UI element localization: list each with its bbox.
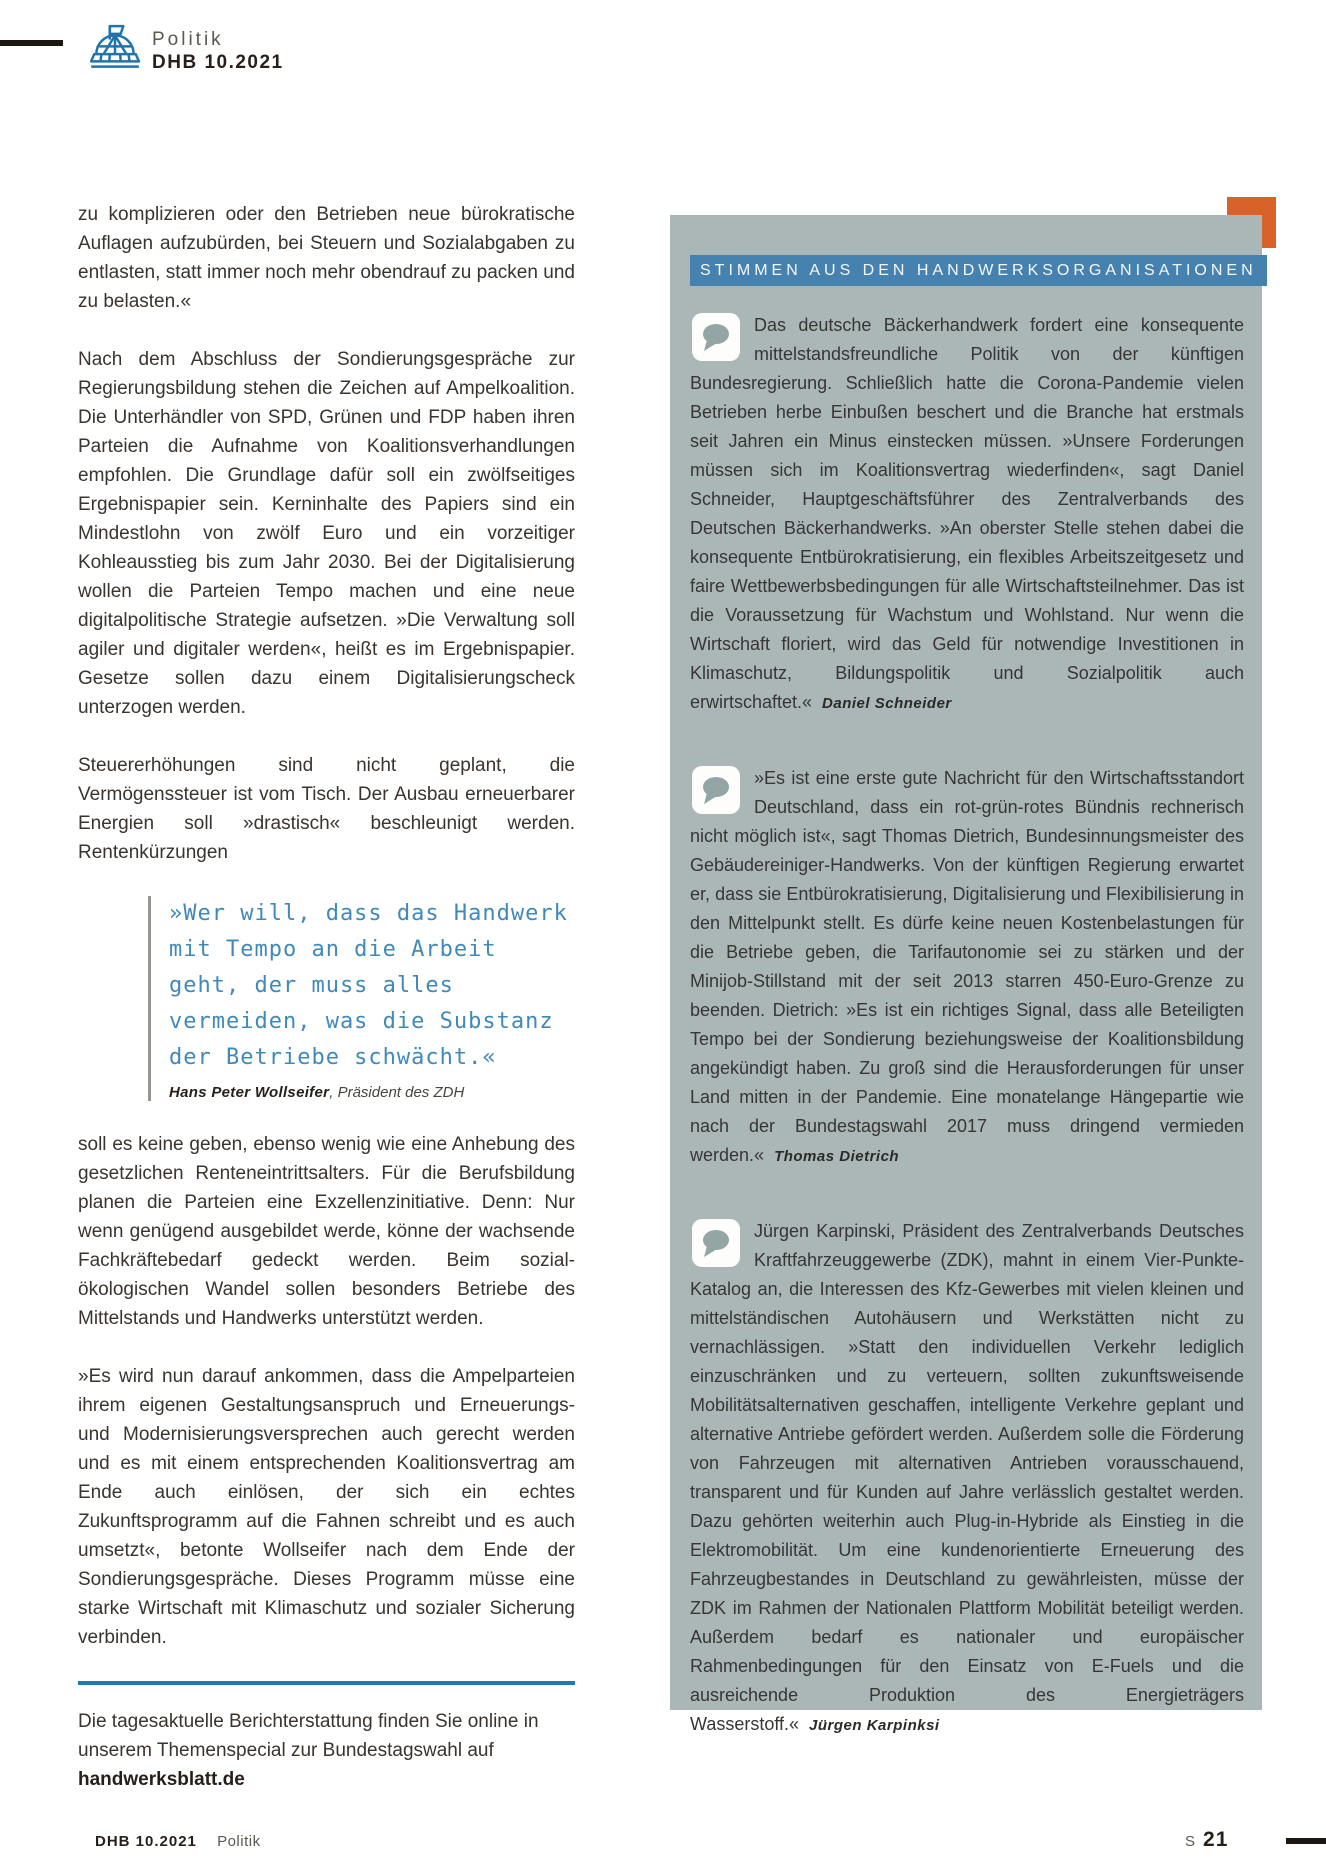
footer-page-label: S	[1185, 1833, 1196, 1850]
quote-author: Jürgen Karpinksi	[809, 1717, 940, 1734]
voices-sidebar	[670, 215, 1262, 1734]
section-label: Politik	[152, 28, 224, 50]
pullquote-attribution	[169, 1084, 575, 1101]
article-paragraph: »Es wird nun darauf ankommen, dass die Ampelparteien ihrem eigenen Gestaltungsanspruch und Erneuerungs- und Modernisierungsversprechen auch gerecht werden und es mit einem entsprechenden Koalitionsvertrag am Ende auch einlösen, der sich ein echtes Zukunftsprogramm auf die Fahnen schreibt und es auch umsetzt«, betonte Wollseifer nach dem Ende der Sondierungsgespräche. Dieses Programm müsse eine starke Wirtschaft mit Klimaschutz und sozialer Sicherung verbinden.	[78, 1366, 575, 1648]
quote-text: Das deutsche Bäckerhandwerk fordert eine konsequente mittelstandsfreundliche Politik von der künftigen Bundesregierung. Schließlich hatte die Corona-Pandemie vielen Betrieben herbe Einbußen beschert und die Branche hat erstmals seit Jahren ein Minus einstecken müssen. »Unsere Forderungen müssen sich im Koalitionsvertrag wiederfinden«, sagt Daniel Schneider, Hauptgeschäftsführer des Zentralverbands des Deutschen Bäckerhandwerks. »An oberster Stelle stehen dabei die konsequente Entbürokratisierung, ein flexibles Arbeitszeitgesetz und faire Wettbewerbsbedingungen für alle Wirtschaftsteilnehmer. Das ist die Voraussetzung für Wachstum und Wohlstand. Nur wenn die Wirtschaft floriert, wird das Geld für notwendige Investitionen in Klimaschutz, Bildungspolitik und Sozialpolitik auch erwirtschaftet.«	[690, 315, 1244, 712]
sidebar-title: STIMMEN AUS DEN HANDWERKSORGANISATIONEN	[690, 255, 1267, 286]
sidebar-quote-2	[690, 764, 1244, 1171]
article-paragraph: Steuererhöhungen sind nicht geplant, die Vermögenssteuer ist vom Tisch. Der Ausbau erneuerbarer Energien soll »drastisch« beschleunigt werden. Rentenkürzungen	[78, 755, 575, 863]
quote-text: Jürgen Karpinski, Präsident des Zentralverbands Deutsches Kraftfahrzeuggewerbe (ZDK), mahnt in einem Vier-Punkte-Katalog an, die Interessen des Kfz-Gewerbes mit vielen kleinen und mittelständischen Autohäusern und Werkstätten nicht zu vernachlässigen. »Statt den individuellen Verkehr lediglich einzuschränken und zu verteuern, sollten zukunftsweisende Mobilitätsalternativen geschaffen, intelligente Verkehre geplant und alternative Antriebe gefördert werden. Außerdem solle die Förderung von Fahrzeugen mit alternativen Antrieben vorausschauend, transparent und für Kunden auf Jahre verlässlich gestaltet werden. Dazu gehörten weiterhin auch Plug-in-Hybride als Einstieg in die Elektromobilität. Um eine kundenorientierte Erneuerung des Fahrzeugbestandes in Deutschland zu gewährleisten, müsse der ZDK im Rahmen der Nationalen Plattform Mobilität beteiligt werden. Außerdem bedarf es nationaler und europäischer Rahmenbedingungen für den Einsatz von E-Fuels und die ausreichende Produktion des Energieträgers Wasserstoff.«	[690, 1221, 1244, 1734]
footer-page-number: 21	[1203, 1828, 1229, 1851]
article-paragraph: zu komplizieren oder den Betrieben neue bürokratische Auflagen aufzubürden, bei Steuern und Sozialabgaben zu entlasten, statt immer noch mehr obendrauf zu packen und zu belasten.«	[78, 204, 575, 312]
pullquote-role: , Präsident des ZDH	[329, 1084, 465, 1101]
crop-mark-top	[0, 40, 63, 46]
sidebar-quote-3	[690, 1217, 1244, 1740]
quote-author: Daniel Schneider	[822, 695, 952, 712]
quote-text: »Es ist eine erste gute Nachricht für den Wirtschaftsstandort Deutschland, dass ein rot-grün-rotes Bündnis rechnerisch nicht möglich ist«, sagt Thomas Dietrich, Bundesinnungsmeister des Gebäudereiniger-Handwerks. Von der künftigen Regierung erwartet er, dass sie Entbürokratisierung, Digitalisierung und Flexibilisierung in den Mittelpunkt stellt. Es dürfe keine neuen Kostenbelastungen für die Betriebe geben, die Tarifautonomie sei zu stärken und der Minijob-Stillstand mit der seit 2013 starren 450-Euro-Grenze zu beenden. Dietrich: »Es ist ein richtiges Signal, dass alle Beteiligten Tempo bei der Sondierung beziehungsweise der Koalitionsbildung angekündigt haben. Zu groß sind die Herausforderungen für unser Land mitten in der Pandemie. Eine monatelange Hängepartie wie nach der Bundestagswahl 2017 muss dringend vermieden werden.«	[690, 768, 1244, 1165]
footer-right	[1185, 1828, 1228, 1852]
speech-bubble-icon	[692, 766, 740, 814]
header-text	[152, 28, 284, 75]
reichstag-flag-icon	[88, 24, 142, 78]
outro-text: Die tagesaktuelle Berichterstattung finden Sie online in unserem Themenspecial zur Bundestagswahl auf	[78, 1711, 539, 1761]
divider-rule	[78, 1681, 575, 1685]
footer-issue: DHB 10.2021	[95, 1833, 197, 1850]
speech-bubble-icon	[692, 313, 740, 361]
article-column	[78, 200, 575, 1794]
issue-label: DHB 10.2021	[152, 51, 284, 73]
sidebar-quote-1	[690, 311, 1244, 718]
article-paragraph: Nach dem Abschluss der Sondierungsgespräche zur Regierungsbildung stehen die Zeichen auf Ampelkoalition. Die Unterhändler von SPD, Grünen und FDP haben ihren Parteien die Aufnahme von Koalitionsverhandlungen empfohlen. Die Grundlage dafür soll ein zwölfseitiges Ergebnispapier sein. Kerninhalte des Papiers sind ein Mindestlohn von zwölf Euro und ein vorzeitiger Kohleausstieg bis zum Jahr 2030. Bei der Digitalisierung wollen die Parteien Tempo machen und eine neue digitalpolitische Strategie aufsetzen. »Die Verwaltung soll agiler und digitaler werden«, heißt es im Ergebnispapier. Gesetze sollen dazu einem Digitalisierungscheck unterzogen werden.	[78, 349, 575, 718]
footer-section: Politik	[217, 1833, 261, 1850]
pullquote-author: Hans Peter Wollseifer	[169, 1084, 330, 1101]
article-paragraph: soll es keine geben, ebenso wenig wie eine Anhebung des gesetzlichen Renteneintrittsalters. Für die Berufsbildung planen die Parteien eine Exzellenzinitiative. Denn: Nur wenn genügend ausgebildet werde, könne der wachsende Fachkräftebedarf gedeckt werden. Beim sozial-ökologischen Wandel sollen besonders Betriebe des Mittelstands und Handwerks unterstützt werden.	[78, 1134, 575, 1329]
speech-bubble-icon	[692, 1219, 740, 1267]
page-header	[88, 24, 284, 78]
footer-left	[95, 1833, 261, 1850]
pullquote	[148, 896, 575, 1101]
pullquote-text: »Wer will, dass das Handwerk mit Tempo an die Arbeit geht, der muss alles vermeiden, was die Substanz der Betriebe schwächt.«	[169, 901, 568, 1070]
outro-note	[78, 1707, 575, 1794]
quote-author: Thomas Dietrich	[774, 1148, 900, 1165]
crop-mark-bottom	[1286, 1838, 1326, 1844]
outro-link[interactable]: handwerksblatt.de	[78, 1769, 245, 1790]
